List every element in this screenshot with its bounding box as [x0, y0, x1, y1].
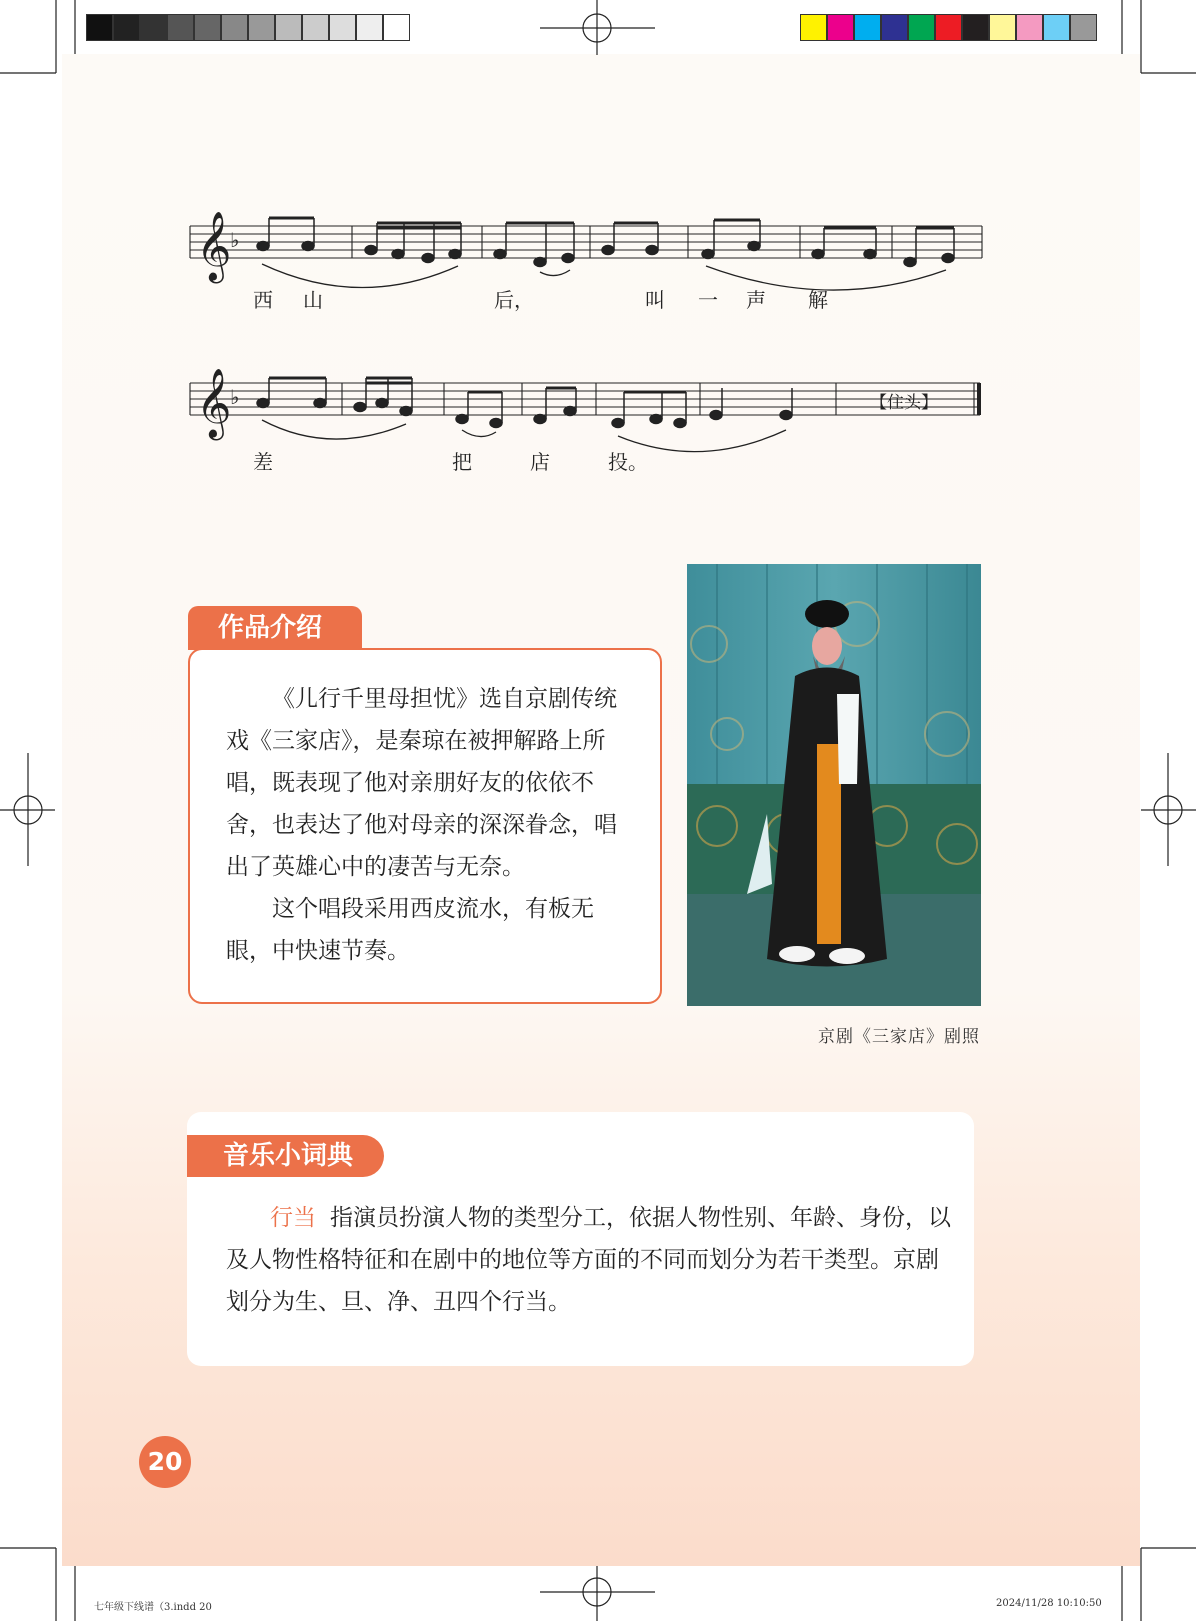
staff-2-slurs [262, 420, 786, 452]
dictionary-term: 行当 [270, 1205, 316, 1231]
lyric: 声 [746, 288, 766, 312]
lyric: 一 [698, 288, 718, 312]
lyric: 后， [494, 288, 534, 312]
lyric: 投。 [608, 450, 648, 474]
lyric: 解 [808, 288, 828, 312]
treble-clef-icon: 𝄞 [196, 368, 232, 438]
slug-filename: 七年级下线谱（3.indd 20 [94, 1602, 212, 1613]
ending-mark: 【住头】 [870, 393, 938, 413]
lyric: 把 [452, 450, 472, 474]
page-number-badge: 20 [139, 1436, 191, 1488]
opera-stage-photo [687, 564, 981, 1006]
lyric: 叫 [645, 288, 665, 312]
music-score [0, 0, 1196, 520]
slug-timestamp: 2024/11/28 10:10:50 [996, 1598, 1102, 1609]
flat-key-icon: ♭ [230, 228, 240, 252]
dictionary-definition: 指演员扮演人物的类型分工，依据人物性别、年龄、身份，以及人物性格特征和在剧中的地位等方面的不同而划分为若干类型。京剧划分为生、旦、净、丑四个行当。 [226, 1205, 951, 1315]
photo-caption: 京剧《三家店》剧照 [818, 1027, 980, 1047]
intro-paragraph: 这个唱段采用西皮流水，有板无眼，中快速节奏。 [226, 896, 594, 964]
lyric: 山 [303, 288, 323, 312]
intro-paragraph: 《儿行千里母担忧》选自京剧传统戏《三家店》，是秦琼在被押解路上所唱，既表现了他对亲朋好友的依依不舍，也表达了他对母亲的深深眷念，唱出了英雄心中的凄苦与无奈。 [226, 686, 617, 880]
intro-text [226, 678, 636, 972]
lyric: 店 [530, 450, 550, 474]
dictionary-title-tab: 音乐小词典 [187, 1135, 384, 1177]
staff-2-notes [257, 378, 792, 428]
staff-2 [190, 383, 980, 415]
treble-clef-icon: 𝄞 [196, 211, 232, 281]
intro-title-tab: 作品介绍 [188, 606, 362, 650]
staff-1-slurs [262, 264, 946, 290]
lyric: 差 [253, 450, 273, 474]
lyric: 西 [253, 288, 273, 312]
dictionary-text [226, 1197, 956, 1323]
flat-key-icon: ♭ [230, 385, 240, 409]
